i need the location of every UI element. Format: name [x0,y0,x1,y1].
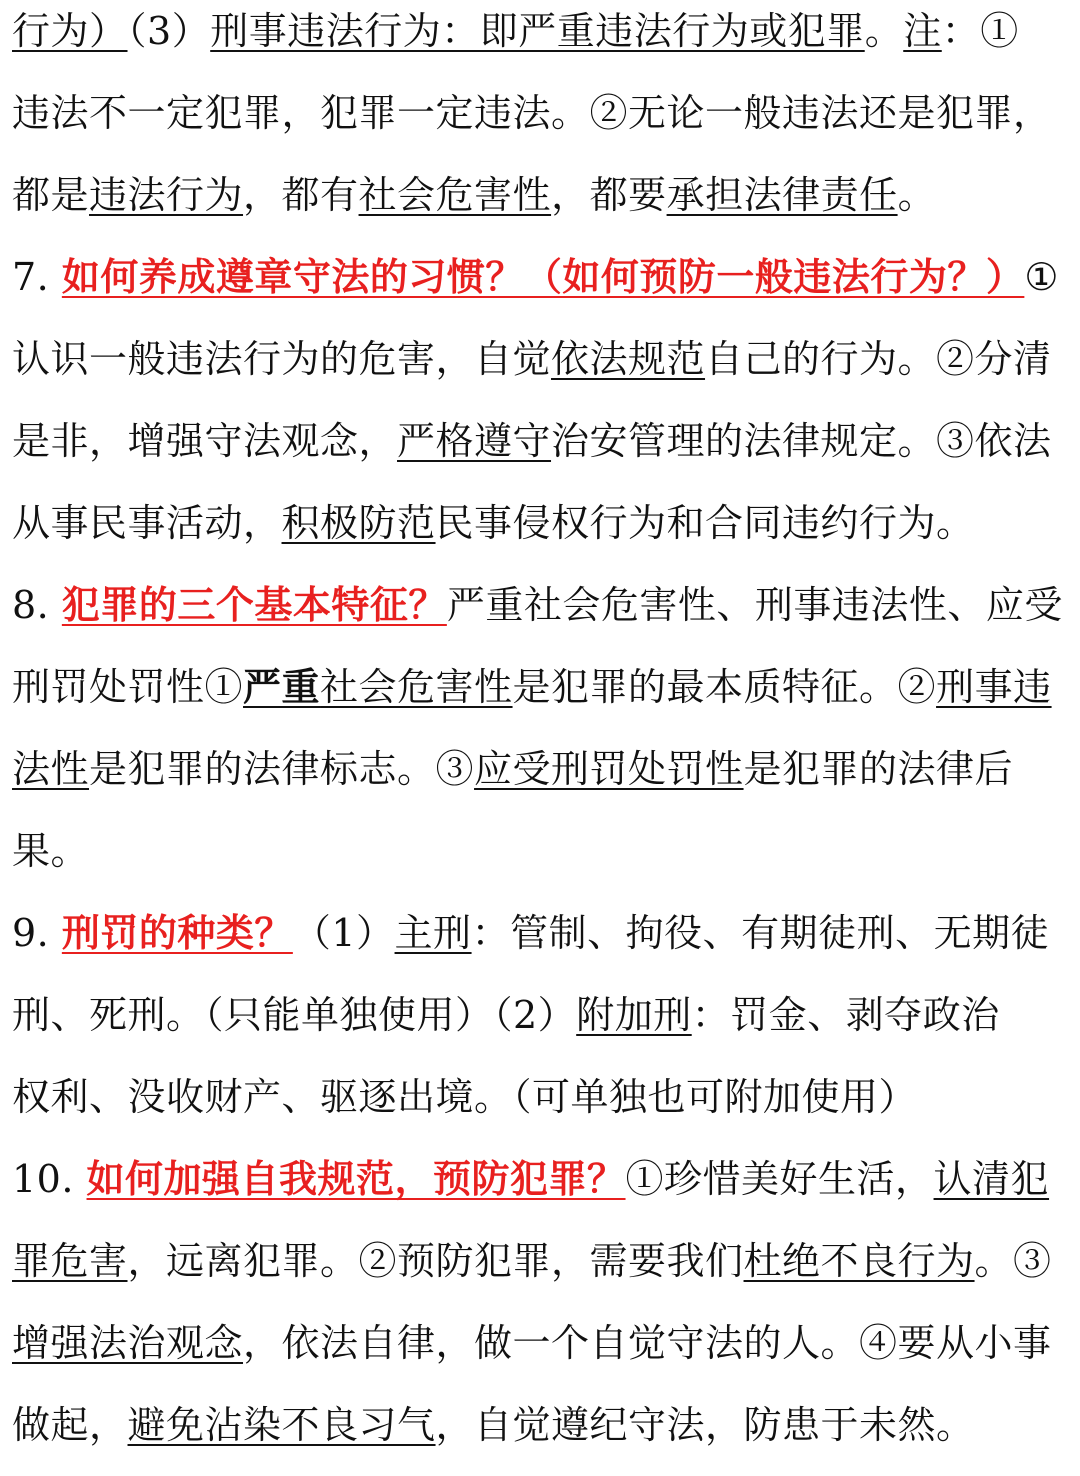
text-line [12,1394,1072,1476]
text-segment: 9. [12,911,62,955]
text-segment: ：罚金、剥夺政治 [691,993,1000,1037]
text-segment: ，远离犯罪。②预防犯罪，需要我们 [127,1239,744,1283]
underlined-term: 刑事违 [936,665,1052,709]
text-segment: ，都要 [551,173,667,217]
text-segment: ，自觉遵纪守法，防患于未然。 [435,1403,975,1447]
text-line [12,656,1072,738]
text-line [12,246,1072,328]
text-segment: ：① [941,9,1019,53]
underlined-term: 违法行为 [89,173,244,217]
text-segment: ①珍惜美好生活， [625,1157,934,1201]
underlined-term: 积极防范 [281,501,436,545]
underlined-term: 应受刑罚处罚性 [474,747,744,791]
underlined-term: 社会危害性 [358,173,552,217]
text-line [12,328,1072,410]
underlined-term: 法性 [12,747,90,791]
text-segment: ① [1024,255,1059,299]
underlined-term: 主刑 [394,911,472,955]
underlined-term: 刑事违法行为：即严重违法行为或犯罪 [210,9,865,53]
question-heading: 刑罚的种类？ [61,911,293,955]
underlined-term: 杜绝不良行为 [743,1239,975,1283]
underlined-term: 依法规范 [551,337,706,381]
question-heading: 犯罪的三个基本特征？ [61,583,447,627]
text-segment: 自己的行为。②分清 [705,337,1052,381]
text-line [12,902,1072,984]
text-segment: 都是 [12,173,90,217]
text-segment: 违法不一定犯罪，犯罪一定违法。②无论一般违法还是犯罪， [12,91,1052,135]
question-heading: 如何加强自我规范，预防犯罪？ [86,1157,626,1201]
text-segment: 刑、死刑。（只能单独使用）（2） [12,993,577,1037]
underlined-term: 避免沾染不良习气 [127,1403,436,1447]
text-line [12,82,1072,164]
text-line [12,738,1072,820]
underlined-term: 罪危害 [12,1239,128,1283]
underlined-term: 注 [903,9,942,53]
text-segment: 是非，增强守法观念， [12,419,398,463]
text-line [12,0,1072,82]
text-segment: 8. [12,583,62,627]
text-line [12,1066,1072,1148]
text-segment: 7. [12,255,62,299]
text-segment: （3） [127,9,211,53]
text-segment: 。③ [974,1239,1052,1283]
underlined-term: 行为） [12,9,128,53]
underlined-term: 承担法律责任 [666,173,898,217]
text-segment: 权利、没收财产、驱逐出境。（可单独也可附加使用） [12,1075,918,1119]
question-heading: 如何养成遵章守法的习惯？（如何预防一般违法行为？） [61,255,1025,299]
text-segment: 。 [897,173,937,217]
underlined-term: 社会危害性 [320,665,513,709]
text-segment: 认识一般违法行为的危害，自觉 [12,337,552,381]
text-segment: 做起， [12,1403,128,1447]
text-segment: （1） [292,911,395,955]
text-segment: ：管制、拘役、有期徒刑、无期徒 [471,911,1050,955]
text-segment: 刑罚处罚性① [12,665,244,709]
text-line [12,164,1072,246]
text-line [12,984,1072,1066]
text-line [12,1148,1072,1230]
text-segment: 从事民事活动， [12,501,282,545]
text-segment: 是犯罪的法律标志。③ [89,747,475,791]
text-line [12,820,1072,902]
text-segment: 果。 [12,829,90,873]
text-line [12,410,1072,492]
underlined-term: 严格遵守 [397,419,552,463]
text-line [12,492,1072,574]
underlined-term: 认清犯 [933,1157,1050,1201]
text-segment: 10. [12,1157,87,1201]
text-segment: ，依法自律，做一个自觉守法的人。④要从小事 [243,1321,1052,1365]
text-segment: 。 [864,9,904,53]
underlined-term: 严重 [243,665,321,709]
text-line [12,574,1072,656]
underlined-term: 附加刑 [576,993,692,1037]
text-segment: 是犯罪的最本质特征。② [512,665,937,709]
text-line [12,1230,1072,1312]
text-segment: 民事侵权行为和合同违约行为。 [435,501,975,545]
underlined-term: 增强法治观念 [12,1321,244,1365]
text-segment: ，都有 [243,173,359,217]
text-segment: 严重社会危害性、刑事违法性、应受 [446,583,1063,627]
text-segment: 治安管理的法律规定。③依法 [551,419,1052,463]
text-line [12,1312,1072,1394]
text-segment: 是犯罪的法律后 [743,747,1014,791]
